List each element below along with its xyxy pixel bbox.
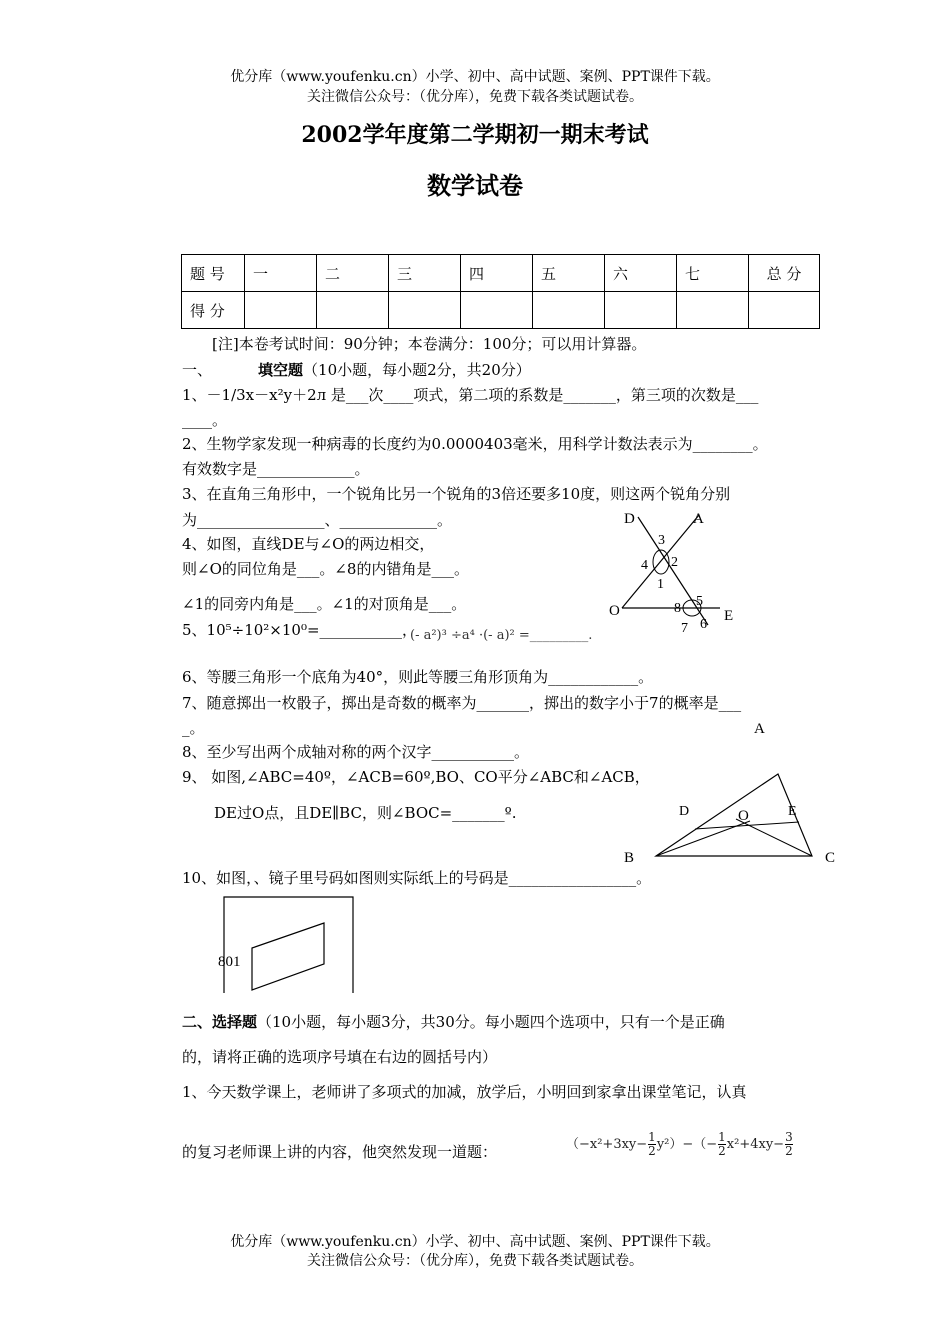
angle-1: 1 bbox=[657, 577, 664, 592]
label-A: A bbox=[693, 511, 704, 527]
figure-angle-diagram bbox=[600, 505, 750, 644]
angle-5: 5 bbox=[696, 594, 703, 609]
angle-3: 3 bbox=[658, 533, 665, 548]
question-1-line-b: ____。 bbox=[182, 411, 228, 429]
table-cell: 六 bbox=[605, 255, 677, 292]
section2-question-1-line-b: 的复习老师课上讲的内容，他突然发现一道题： bbox=[182, 1143, 498, 1161]
score-input-cell[interactable] bbox=[245, 292, 317, 329]
exam-subtitle: 数学试卷 bbox=[427, 171, 523, 200]
fraction-denominator: 2 bbox=[785, 1144, 793, 1158]
table-cell: 三 bbox=[389, 255, 461, 292]
section2-title: 二、选择题 bbox=[182, 1013, 258, 1031]
section1-number: 一、 bbox=[182, 361, 213, 379]
section2-question-1-line-a: 1、今天数学课上，老师讲了多项式的加减，放学后，小明回到家拿出课堂笔记，认真 bbox=[182, 1083, 747, 1101]
angle-6: 6 bbox=[700, 617, 707, 632]
question-2-line-b: 有效数字是_____________。 bbox=[182, 460, 370, 478]
exam-note: [注]本卷考试时间：90分钟；本卷满分：100分；可以用计算器。 bbox=[212, 335, 647, 353]
label-O: O bbox=[609, 603, 620, 619]
figure-triangle-diagram bbox=[618, 716, 843, 875]
section2-desc-line-2: 的，请将正确的选项序号填在右边的圆括号内） bbox=[182, 1048, 498, 1066]
question-4-line-c: ∠1的同旁内角是___。∠1的对顶角是___。 bbox=[182, 595, 467, 613]
table-cell: 五 bbox=[533, 255, 605, 292]
table-cell: 二 bbox=[317, 255, 389, 292]
expr-part-3: x²+4xy− bbox=[726, 1137, 785, 1152]
question-1-line-a: 1、－1/3x－x²y＋2л 是___次____项式，第二项的系数是_______，第三项的次数是___ bbox=[182, 386, 759, 404]
section1-title: 填空题 bbox=[258, 361, 304, 379]
fraction-denominator: 2 bbox=[648, 1144, 656, 1158]
question-4-line-b: 则∠O的同位角是___。∠8的内错角是___。 bbox=[182, 560, 469, 578]
section2-heading bbox=[182, 1011, 725, 1032]
table-cell: 得 分 bbox=[182, 292, 245, 329]
score-input-cell[interactable] bbox=[677, 292, 749, 329]
fraction-three-halves bbox=[785, 1131, 793, 1158]
fraction-denominator: 2 bbox=[718, 1144, 726, 1158]
table-cell: 四 bbox=[461, 255, 533, 292]
fraction-one-half bbox=[648, 1131, 656, 1158]
fraction-numerator: 1 bbox=[648, 1130, 656, 1144]
label-O: O bbox=[738, 808, 749, 824]
header-line-2: 关注微信公众号：（优分库），免费下载各类试题试卷。 bbox=[307, 89, 643, 105]
label-E: E bbox=[724, 608, 734, 624]
angle-8: 8 bbox=[674, 601, 681, 616]
table-cell: 一 bbox=[245, 255, 317, 292]
label-B: B bbox=[624, 850, 635, 866]
label-A: A bbox=[754, 721, 765, 737]
score-input-cell[interactable] bbox=[749, 292, 820, 329]
table-cell: 七 bbox=[677, 255, 749, 292]
mirror-number: 801 bbox=[218, 954, 241, 970]
label-D: D bbox=[679, 804, 690, 819]
label-D: D bbox=[624, 511, 635, 527]
angle-7: 7 bbox=[681, 621, 688, 636]
angle-2: 2 bbox=[671, 555, 678, 570]
label-E: E bbox=[788, 804, 797, 819]
label-C: C bbox=[825, 850, 836, 866]
angle-4: 4 bbox=[641, 558, 648, 573]
expr-part-2: y²）−（− bbox=[656, 1137, 718, 1152]
section1-heading bbox=[182, 359, 531, 380]
score-input-cell[interactable] bbox=[389, 292, 461, 329]
header-line-1: 优分库（www.youfenku.cn）小学、初中、高中试题、案例、PPT课件下载。 bbox=[230, 69, 720, 85]
fraction-one-half bbox=[718, 1131, 726, 1158]
score-input-cell[interactable] bbox=[533, 292, 605, 329]
question-10: 10、如图，、镜子里号码如图则实际纸上的号码是_________________。 bbox=[182, 869, 652, 887]
score-input-cell[interactable] bbox=[605, 292, 677, 329]
fraction-numerator: 3 bbox=[785, 1130, 793, 1144]
fraction-numerator: 1 bbox=[718, 1130, 726, 1144]
score-table-score-row bbox=[182, 292, 820, 329]
figure-mirror bbox=[214, 893, 359, 997]
table-cell: 题 号 bbox=[182, 255, 245, 292]
expr-part-1: （−x²+3xy− bbox=[566, 1137, 648, 1152]
question-7-line-a: 7、随意掷出一枚骰子，掷出是奇数的概率为_______，掷出的数字小于7的概率是___ bbox=[182, 694, 742, 712]
question-9-line-b: DE过O点，且DE∥BC，则∠BOC=_______º. bbox=[214, 804, 517, 822]
question-2-line-a: 2、生物学家发现一种病毒的长度约为0.0000403毫米，用科学计数法表示为________。 bbox=[182, 435, 768, 453]
table-cell: 总 分 bbox=[749, 255, 820, 292]
question-7-line-b: _。 bbox=[182, 719, 205, 737]
question-9-line-a: 9、 如图,∠ABC=40º，∠ACB=60º,BO、CO平分∠ABC和∠ACB， bbox=[182, 768, 650, 786]
question-3-line-b: 为_________________、_____________。 bbox=[182, 511, 453, 529]
question-5-expression: (- a²)³ ÷a⁴ ·(- a)² =_________. bbox=[410, 628, 593, 643]
score-table bbox=[181, 254, 820, 329]
question-3-line-a: 3、在直角三角形中，一个锐角比另一个锐角的3倍还要多10度，则这两个锐角分别 bbox=[182, 485, 731, 503]
question-8: 8、至少写出两个成轴对称的两个汉字___________。 bbox=[182, 743, 530, 761]
question-4-line-a: 4、如图，直线DE与∠O的两边相交， bbox=[182, 535, 435, 553]
score-input-cell[interactable] bbox=[317, 292, 389, 329]
question-5-line-a: 5、10⁵÷10²×10⁰=___________， bbox=[182, 621, 418, 639]
exam-title: 2002学年度第二学期初一期末考试 bbox=[301, 122, 649, 148]
footer-line-1: 优分库（www.youfenku.cn）小学、初中、高中试题、案例、PPT课件下载。 bbox=[230, 1234, 720, 1250]
footer-line-2: 关注微信公众号：（优分库），免费下载各类试题试卷。 bbox=[307, 1253, 643, 1269]
section1-desc: （10小题，每小题2分，共20分） bbox=[303, 361, 531, 379]
score-input-cell[interactable] bbox=[461, 292, 533, 329]
section2-question-1-expression bbox=[566, 1131, 794, 1158]
section2-desc: （10小题，每小题3分，共30分。每小题四个选项中，只有一个是正确 bbox=[257, 1013, 725, 1031]
question-6: 6、等腰三角形一个底角为40°，则此等腰三角形顶角为____________。 bbox=[182, 668, 654, 686]
score-table-header-row bbox=[182, 255, 820, 292]
